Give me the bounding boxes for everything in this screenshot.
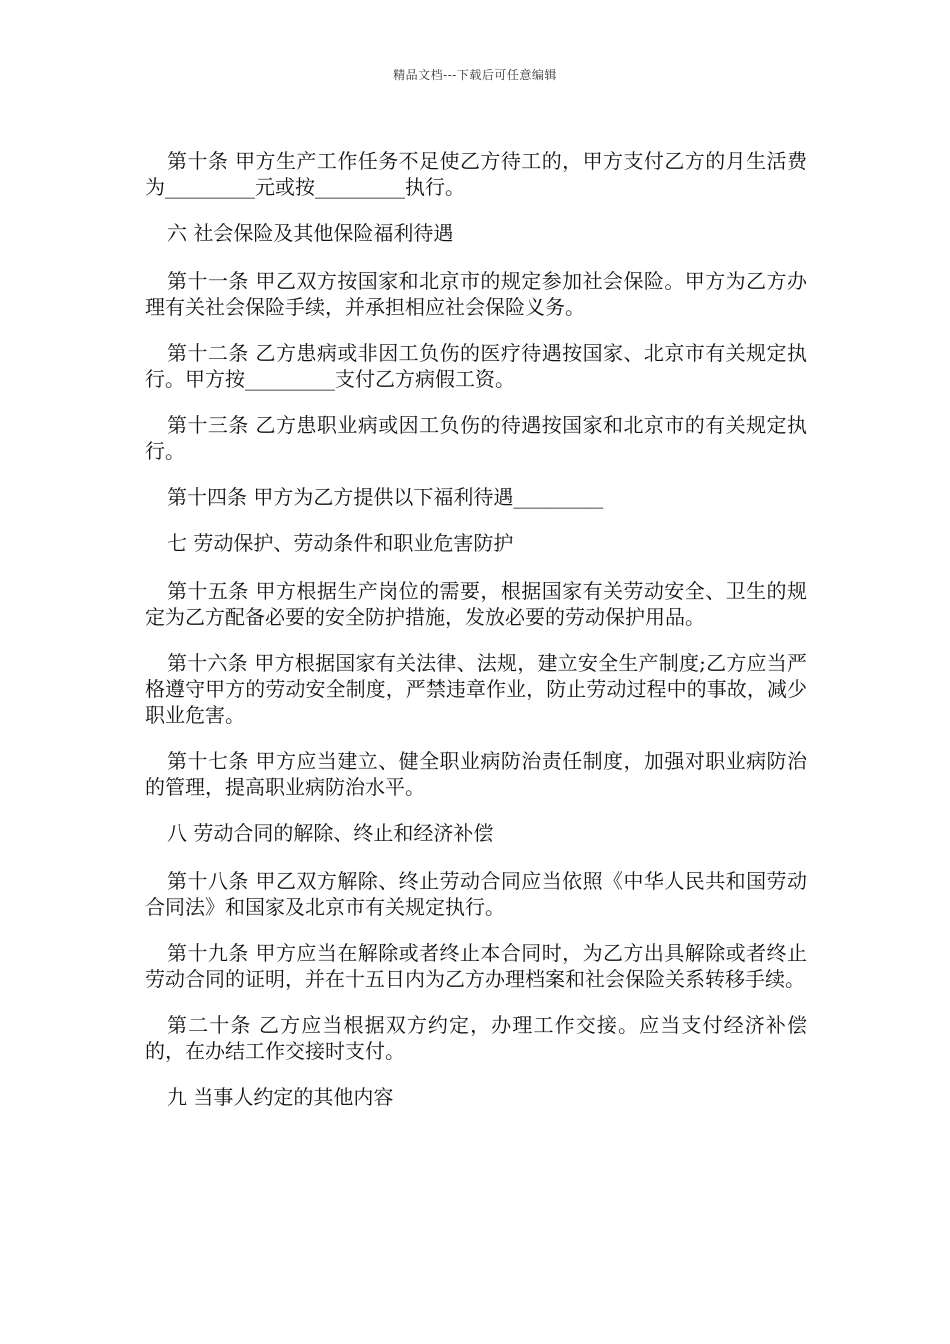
section-heading-9: 九 当事人约定的其他内容 bbox=[167, 1085, 394, 1109]
article-16: 第十六条 甲方根据国家有关法律、法规，建立安全生产制度;乙方应当严格遵守甲方的劳动安全制度，严禁违章作业，防止劳动过程中的事故，减少职业危害。 bbox=[145, 651, 807, 727]
article-19: 第十九条 甲方应当在解除或者终止本合同时，为乙方出具解除或者终止劳动合同的证明，并在十五日内为乙方办理档案和社会保险关系转移手续。 bbox=[145, 941, 807, 991]
article-20: 第二十条 乙方应当根据双方约定，办理工作交接。应当支付经济补偿的，在办结工作交接时支付。 bbox=[145, 1013, 807, 1063]
section-heading-7: 七 劳动保护、劳动条件和职业危害防护 bbox=[167, 531, 514, 555]
article-12: 第十二条 乙方患病或非因工负伤的医疗待遇按国家、北京市有关规定执行。甲方按_________支付乙方病假工资。 bbox=[145, 341, 807, 391]
document-body bbox=[145, 148, 807, 1132]
section-heading-8: 八 劳动合同的解除、终止和经济补偿 bbox=[167, 821, 494, 845]
page-header: 精品文档---下载后可任意编辑 bbox=[393, 68, 557, 82]
section-heading-6: 六 社会保险及其他保险福利待遇 bbox=[167, 221, 454, 245]
article-13: 第十三条 乙方患职业病或因工负伤的待遇按国家和北京市的有关规定执行。 bbox=[145, 413, 807, 463]
article-15: 第十五条 甲方根据生产岗位的需要，根据国家有关劳动安全、卫生的规定为乙方配备必要的安全防护措施，发放必要的劳动保护用品。 bbox=[145, 579, 807, 629]
article-10: 第十条 甲方生产工作任务不足使乙方待工的，甲方支付乙方的月生活费为_________元或按_________执行。 bbox=[145, 149, 807, 199]
article-17: 第十七条 甲方应当建立、健全职业病防治责任制度，加强对职业病防治的管理，提高职业病防治水平。 bbox=[145, 749, 807, 799]
article-18: 第十八条 甲乙双方解除、终止劳动合同应当依照《中华人民共和国劳动合同法》和国家及北京市有关规定执行。 bbox=[145, 869, 807, 919]
article-14: 第十四条 甲方为乙方提供以下福利待遇_________ bbox=[167, 485, 604, 509]
article-11: 第十一条 甲乙双方按国家和北京市的规定参加社会保险。甲方为乙方办理有关社会保险手续，并承担相应社会保险义务。 bbox=[145, 269, 807, 319]
